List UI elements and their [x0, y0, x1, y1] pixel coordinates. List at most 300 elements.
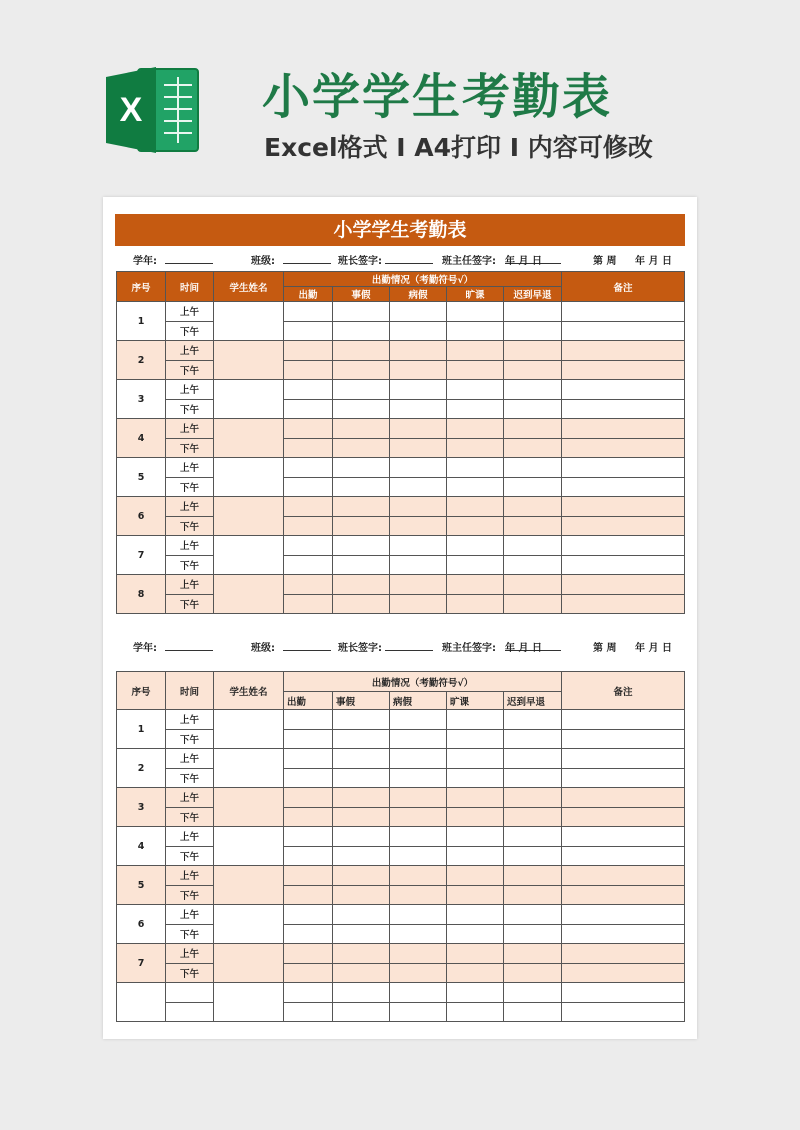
remarks-cell[interactable]: [562, 341, 685, 361]
attendance-cell[interactable]: [447, 710, 504, 730]
attendance-cell[interactable]: [333, 905, 390, 925]
class-field[interactable]: [283, 639, 331, 651]
attendance-cell[interactable]: [333, 1002, 390, 1022]
header-seq: 序号: [117, 272, 166, 302]
row-number: [117, 983, 166, 1022]
attendance-cell[interactable]: [284, 866, 333, 886]
attendance-cell[interactable]: [447, 729, 504, 749]
student-name-cell[interactable]: [214, 866, 284, 905]
row-number: 1: [117, 710, 166, 749]
attendance-cell[interactable]: [447, 380, 504, 400]
page-subtitle: Excel格式 I A4打印 I 内容可修改: [264, 133, 653, 162]
student-name-cell[interactable]: [214, 458, 284, 497]
attendance-cell[interactable]: [284, 768, 333, 788]
attendance-cell[interactable]: [390, 807, 447, 827]
remarks-cell[interactable]: [562, 963, 685, 983]
attendance-cell[interactable]: [447, 419, 504, 439]
attendance-cell[interactable]: [333, 885, 390, 905]
student-name-cell[interactable]: [214, 497, 284, 536]
attendance-cell[interactable]: [447, 594, 504, 614]
header-time: 时间: [166, 672, 214, 710]
attendance-cell[interactable]: [333, 555, 390, 575]
remarks-cell[interactable]: [562, 827, 685, 847]
remarks-cell[interactable]: [562, 749, 685, 769]
remarks-cell[interactable]: [562, 419, 685, 439]
attendance-cell[interactable]: [390, 438, 447, 458]
attendance-cell[interactable]: [333, 380, 390, 400]
attendance-cell[interactable]: [504, 846, 562, 866]
period-cell: 上午: [166, 575, 214, 595]
attendance-cell[interactable]: [284, 788, 333, 808]
attendance-cell[interactable]: [447, 827, 504, 847]
attendance-cell[interactable]: [333, 963, 390, 983]
attendance-cell[interactable]: [504, 594, 562, 614]
header-remarks: 备注: [562, 272, 685, 302]
period-cell: 上午: [166, 749, 214, 769]
year-field[interactable]: [165, 252, 213, 264]
attendance-cell[interactable]: [504, 827, 562, 847]
attendance-cell[interactable]: [504, 575, 562, 595]
table-row: [117, 321, 685, 341]
attendance-cell[interactable]: [284, 905, 333, 925]
attendance-cell[interactable]: [447, 458, 504, 478]
attendance-cell[interactable]: [333, 516, 390, 536]
header-attendance: 出勤情况（考勤符号√）: [284, 272, 562, 287]
remarks-cell[interactable]: [562, 380, 685, 400]
attendance-cell[interactable]: [390, 1002, 447, 1022]
attendance-cell[interactable]: [284, 341, 333, 361]
attendance-cell[interactable]: [504, 516, 562, 536]
attendance-cell[interactable]: [390, 866, 447, 886]
attendance-cell[interactable]: [504, 963, 562, 983]
attendance-cell[interactable]: [284, 594, 333, 614]
attendance-cell[interactable]: [390, 788, 447, 808]
remarks-cell[interactable]: [562, 944, 685, 964]
period-cell: 上午: [166, 302, 214, 322]
header-present: 出勤: [284, 692, 333, 710]
attendance-cell[interactable]: [284, 885, 333, 905]
attendance-cell[interactable]: [390, 321, 447, 341]
attendance-cell[interactable]: [504, 807, 562, 827]
table-row: [117, 866, 685, 886]
attendance-cell[interactable]: [504, 419, 562, 439]
attendance-cell[interactable]: [333, 575, 390, 595]
period-cell: 上午: [166, 536, 214, 556]
row-number: 4: [117, 419, 166, 458]
attendance-cell[interactable]: [333, 419, 390, 439]
attendance-cell[interactable]: [504, 341, 562, 361]
period-cell: 上午: [166, 419, 214, 439]
attendance-cell[interactable]: [447, 341, 504, 361]
attendance-cell[interactable]: [284, 477, 333, 497]
attendance-table-1: [116, 271, 685, 614]
remarks-cell[interactable]: [562, 729, 685, 749]
attendance-cell[interactable]: [504, 380, 562, 400]
remarks-cell[interactable]: [562, 360, 685, 380]
attendance-cell[interactable]: [284, 438, 333, 458]
monitor-label: 班长签字:: [338, 256, 382, 267]
page-title: 小学学生考勤表: [262, 69, 613, 125]
attendance-cell[interactable]: [504, 536, 562, 556]
table-row: [117, 944, 685, 964]
attendance-cell[interactable]: [504, 477, 562, 497]
attendance-cell[interactable]: [284, 536, 333, 556]
attendance-cell[interactable]: [504, 885, 562, 905]
period-cell: 下午: [166, 399, 214, 419]
attendance-cell[interactable]: [504, 302, 562, 322]
attendance-cell[interactable]: [447, 1002, 504, 1022]
table-row: [117, 788, 685, 808]
period-cell: 上午: [166, 788, 214, 808]
date-field[interactable]: 年 月 日: [505, 639, 561, 651]
attendance-cell[interactable]: [390, 555, 447, 575]
attendance-cell[interactable]: [504, 399, 562, 419]
row-number: 8: [117, 575, 166, 614]
attendance-cell[interactable]: [390, 963, 447, 983]
remarks-cell[interactable]: [562, 497, 685, 517]
student-name-cell[interactable]: [214, 536, 284, 575]
table-row: [117, 360, 685, 380]
header-late-early: 迟到早退: [504, 692, 562, 710]
attendance-cell[interactable]: [447, 321, 504, 341]
attendance-cell[interactable]: [333, 399, 390, 419]
attendance-cell[interactable]: [504, 749, 562, 769]
table-row: [117, 807, 685, 827]
attendance-cell[interactable]: [333, 768, 390, 788]
remarks-cell[interactable]: [562, 438, 685, 458]
info-row: [115, 639, 685, 655]
year-field[interactable]: [165, 639, 213, 651]
remarks-cell[interactable]: [562, 905, 685, 925]
attendance-cell[interactable]: [284, 555, 333, 575]
teacher-label: 班主任签字:: [442, 256, 496, 267]
attendance-cell[interactable]: [447, 399, 504, 419]
remarks-cell[interactable]: [562, 768, 685, 788]
remarks-cell[interactable]: [562, 866, 685, 886]
attendance-cell[interactable]: [333, 302, 390, 322]
attendance-cell[interactable]: [504, 438, 562, 458]
period-cell: 下午: [166, 438, 214, 458]
attendance-cell[interactable]: [504, 768, 562, 788]
attendance-cell[interactable]: [390, 944, 447, 964]
table-row: [117, 710, 685, 730]
row-number: 5: [117, 458, 166, 497]
period-cell: 上午: [166, 866, 214, 886]
attendance-cell[interactable]: [504, 866, 562, 886]
attendance-cell[interactable]: [390, 749, 447, 769]
table-row: [117, 497, 685, 517]
attendance-cell[interactable]: [390, 729, 447, 749]
attendance-cell[interactable]: [504, 360, 562, 380]
table-row: [117, 438, 685, 458]
student-name-cell[interactable]: [214, 341, 284, 380]
attendance-cell[interactable]: [504, 555, 562, 575]
remarks-cell[interactable]: [562, 924, 685, 944]
attendance-cell[interactable]: [333, 710, 390, 730]
row-number: 7: [117, 536, 166, 575]
table-row: [117, 905, 685, 925]
attendance-cell[interactable]: [447, 924, 504, 944]
student-name-cell[interactable]: [214, 905, 284, 944]
period-cell: [166, 1002, 214, 1022]
attendance-cell[interactable]: [333, 594, 390, 614]
attendance-cell[interactable]: [333, 749, 390, 769]
attendance-cell[interactable]: [447, 302, 504, 322]
header-time: 时间: [166, 272, 214, 302]
period-cell: 上午: [166, 827, 214, 847]
attendance-cell[interactable]: [284, 458, 333, 478]
attendance-cell[interactable]: [447, 788, 504, 808]
table-row: [117, 341, 685, 361]
student-name-cell[interactable]: [214, 749, 284, 788]
date-label: 年 月 日: [635, 256, 672, 267]
remarks-cell[interactable]: [562, 302, 685, 322]
period-cell: 下午: [166, 768, 214, 788]
attendance-cell[interactable]: [390, 885, 447, 905]
period-cell: 下午: [166, 516, 214, 536]
table-row: [117, 399, 685, 419]
attendance-cell[interactable]: [447, 516, 504, 536]
row-number: 1: [117, 302, 166, 341]
period-cell: 上午: [166, 380, 214, 400]
table-row: [117, 516, 685, 536]
attendance-cell[interactable]: [284, 807, 333, 827]
row-number: 5: [117, 866, 166, 905]
attendance-cell[interactable]: [504, 497, 562, 517]
attendance-cell[interactable]: [447, 846, 504, 866]
attendance-cell[interactable]: [333, 866, 390, 886]
svg-text:X: X: [119, 91, 143, 129]
attendance-cell[interactable]: [333, 729, 390, 749]
period-cell: 下午: [166, 594, 214, 614]
attendance-cell[interactable]: [504, 788, 562, 808]
attendance-cell[interactable]: [504, 924, 562, 944]
attendance-cell[interactable]: [333, 983, 390, 1003]
attendance-cell[interactable]: [333, 458, 390, 478]
attendance-cell[interactable]: [390, 594, 447, 614]
attendance-cell[interactable]: [390, 983, 447, 1003]
attendance-cell[interactable]: [284, 983, 333, 1003]
attendance-cell[interactable]: [447, 983, 504, 1003]
header-personal-leave: 事假: [333, 692, 390, 710]
attendance-cell[interactable]: [447, 360, 504, 380]
table-row: [117, 924, 685, 944]
remarks-cell[interactable]: [562, 575, 685, 595]
attendance-cell[interactable]: [333, 846, 390, 866]
attendance-cell[interactable]: [390, 768, 447, 788]
attendance-cell[interactable]: [447, 438, 504, 458]
period-cell: 下午: [166, 360, 214, 380]
attendance-cell[interactable]: [390, 536, 447, 556]
attendance-cell[interactable]: [504, 321, 562, 341]
table-row: [117, 594, 685, 614]
attendance-cell[interactable]: [447, 768, 504, 788]
period-cell: 下午: [166, 807, 214, 827]
attendance-cell[interactable]: [284, 924, 333, 944]
attendance-cell[interactable]: [284, 944, 333, 964]
attendance-cell[interactable]: [390, 360, 447, 380]
remarks-cell[interactable]: [562, 536, 685, 556]
attendance-cell[interactable]: [333, 827, 390, 847]
period-cell: 下午: [166, 846, 214, 866]
period-cell: 下午: [166, 477, 214, 497]
attendance-cell[interactable]: [333, 321, 390, 341]
remarks-cell[interactable]: [562, 399, 685, 419]
attendance-cell[interactable]: [390, 710, 447, 730]
attendance-cell[interactable]: [447, 555, 504, 575]
attendance-cell[interactable]: [390, 497, 447, 517]
class-label: 班级:: [251, 256, 275, 267]
student-name-cell[interactable]: [214, 983, 284, 1022]
attendance-cell[interactable]: [447, 536, 504, 556]
remarks-cell[interactable]: [562, 983, 685, 1003]
attendance-cell[interactable]: [504, 944, 562, 964]
attendance-cell[interactable]: [333, 924, 390, 944]
attendance-cell[interactable]: [333, 788, 390, 808]
student-name-cell[interactable]: [214, 575, 284, 614]
remarks-cell[interactable]: [562, 788, 685, 808]
class-field[interactable]: [283, 252, 331, 264]
row-number: 6: [117, 905, 166, 944]
attendance-cell[interactable]: [284, 1002, 333, 1022]
attendance-cell[interactable]: [284, 302, 333, 322]
remarks-cell[interactable]: [562, 477, 685, 497]
header-sick-leave: 病假: [390, 287, 447, 302]
remarks-cell[interactable]: [562, 807, 685, 827]
attendance-cell[interactable]: [447, 866, 504, 886]
attendance-cell[interactable]: [284, 497, 333, 517]
attendance-cell[interactable]: [390, 905, 447, 925]
student-name-cell[interactable]: [214, 827, 284, 866]
table-row: [117, 575, 685, 595]
attendance-cell[interactable]: [504, 983, 562, 1003]
table-row: [117, 846, 685, 866]
date-field[interactable]: 年 月 日: [505, 252, 561, 264]
table-row: [117, 458, 685, 478]
attendance-cell[interactable]: [504, 710, 562, 730]
remarks-cell[interactable]: [562, 1002, 685, 1022]
row-number: 4: [117, 827, 166, 866]
attendance-cell[interactable]: [447, 575, 504, 595]
table-row: [117, 729, 685, 749]
attendance-cell[interactable]: [390, 399, 447, 419]
remarks-cell[interactable]: [562, 710, 685, 730]
attendance-cell[interactable]: [284, 321, 333, 341]
attendance-cell[interactable]: [390, 827, 447, 847]
attendance-cell[interactable]: [504, 729, 562, 749]
header-remarks: 备注: [562, 672, 685, 710]
attendance-cell[interactable]: [447, 807, 504, 827]
table-row: [117, 1002, 685, 1022]
attendance-cell[interactable]: [390, 477, 447, 497]
attendance-cell[interactable]: [447, 963, 504, 983]
student-name-cell[interactable]: [214, 710, 284, 749]
attendance-cell[interactable]: [333, 807, 390, 827]
attendance-cell[interactable]: [390, 458, 447, 478]
attendance-cell[interactable]: [390, 302, 447, 322]
attendance-cell[interactable]: [284, 575, 333, 595]
attendance-table-2: [116, 671, 685, 1022]
student-name-cell[interactable]: [214, 380, 284, 419]
attendance-cell[interactable]: [390, 516, 447, 536]
student-name-cell[interactable]: [214, 302, 284, 341]
attendance-cell[interactable]: [284, 380, 333, 400]
attendance-cell[interactable]: [333, 360, 390, 380]
week-label: 第 周: [593, 256, 617, 267]
info-row: [115, 252, 685, 268]
attendance-cell[interactable]: [390, 575, 447, 595]
attendance-cell[interactable]: [333, 944, 390, 964]
attendance-cell[interactable]: [447, 944, 504, 964]
period-cell: 上午: [166, 458, 214, 478]
attendance-cell[interactable]: [504, 905, 562, 925]
header-name: 学生姓名: [214, 272, 284, 302]
attendance-cell[interactable]: [284, 963, 333, 983]
attendance-cell[interactable]: [447, 477, 504, 497]
attendance-cell[interactable]: [284, 360, 333, 380]
remarks-cell[interactable]: [562, 458, 685, 478]
attendance-cell[interactable]: [390, 846, 447, 866]
attendance-cell[interactable]: [333, 536, 390, 556]
sheet-title: 小学学生考勤表: [115, 214, 685, 246]
attendance-cell[interactable]: [390, 341, 447, 361]
teacher-label: 班主任签字:: [442, 643, 496, 654]
remarks-cell[interactable]: [562, 516, 685, 536]
period-cell: 上午: [166, 944, 214, 964]
attendance-cell[interactable]: [390, 380, 447, 400]
attendance-cell[interactable]: [284, 419, 333, 439]
attendance-cell[interactable]: [284, 399, 333, 419]
remarks-cell[interactable]: [562, 321, 685, 341]
table-row: [117, 963, 685, 983]
attendance-cell[interactable]: [333, 341, 390, 361]
attendance-cell[interactable]: [504, 1002, 562, 1022]
attendance-cell[interactable]: [333, 497, 390, 517]
monitor-field[interactable]: [385, 252, 433, 264]
attendance-cell[interactable]: [284, 710, 333, 730]
header-seq: 序号: [117, 672, 166, 710]
attendance-cell[interactable]: [333, 438, 390, 458]
attendance-cell[interactable]: [284, 749, 333, 769]
remarks-cell[interactable]: [562, 594, 685, 614]
table-row: [117, 477, 685, 497]
attendance-cell[interactable]: [284, 729, 333, 749]
table-row: [117, 885, 685, 905]
remarks-cell[interactable]: [562, 885, 685, 905]
attendance-cell[interactable]: [284, 516, 333, 536]
table-row: [117, 555, 685, 575]
attendance-cell[interactable]: [333, 477, 390, 497]
attendance-cell[interactable]: [447, 885, 504, 905]
attendance-cell[interactable]: [390, 924, 447, 944]
attendance-cell[interactable]: [447, 905, 504, 925]
remarks-cell[interactable]: [562, 846, 685, 866]
table-row: [117, 749, 685, 769]
attendance-cell[interactable]: [447, 497, 504, 517]
attendance-cell[interactable]: [284, 827, 333, 847]
attendance-cell[interactable]: [504, 458, 562, 478]
remarks-cell[interactable]: [562, 555, 685, 575]
row-number: 2: [117, 749, 166, 788]
student-name-cell[interactable]: [214, 419, 284, 458]
monitor-field[interactable]: [385, 639, 433, 651]
student-name-cell[interactable]: [214, 788, 284, 827]
attendance-cell[interactable]: [447, 749, 504, 769]
attendance-cell[interactable]: [284, 846, 333, 866]
student-name-cell[interactable]: [214, 944, 284, 983]
header-name: 学生姓名: [214, 672, 284, 710]
attendance-cell[interactable]: [390, 419, 447, 439]
